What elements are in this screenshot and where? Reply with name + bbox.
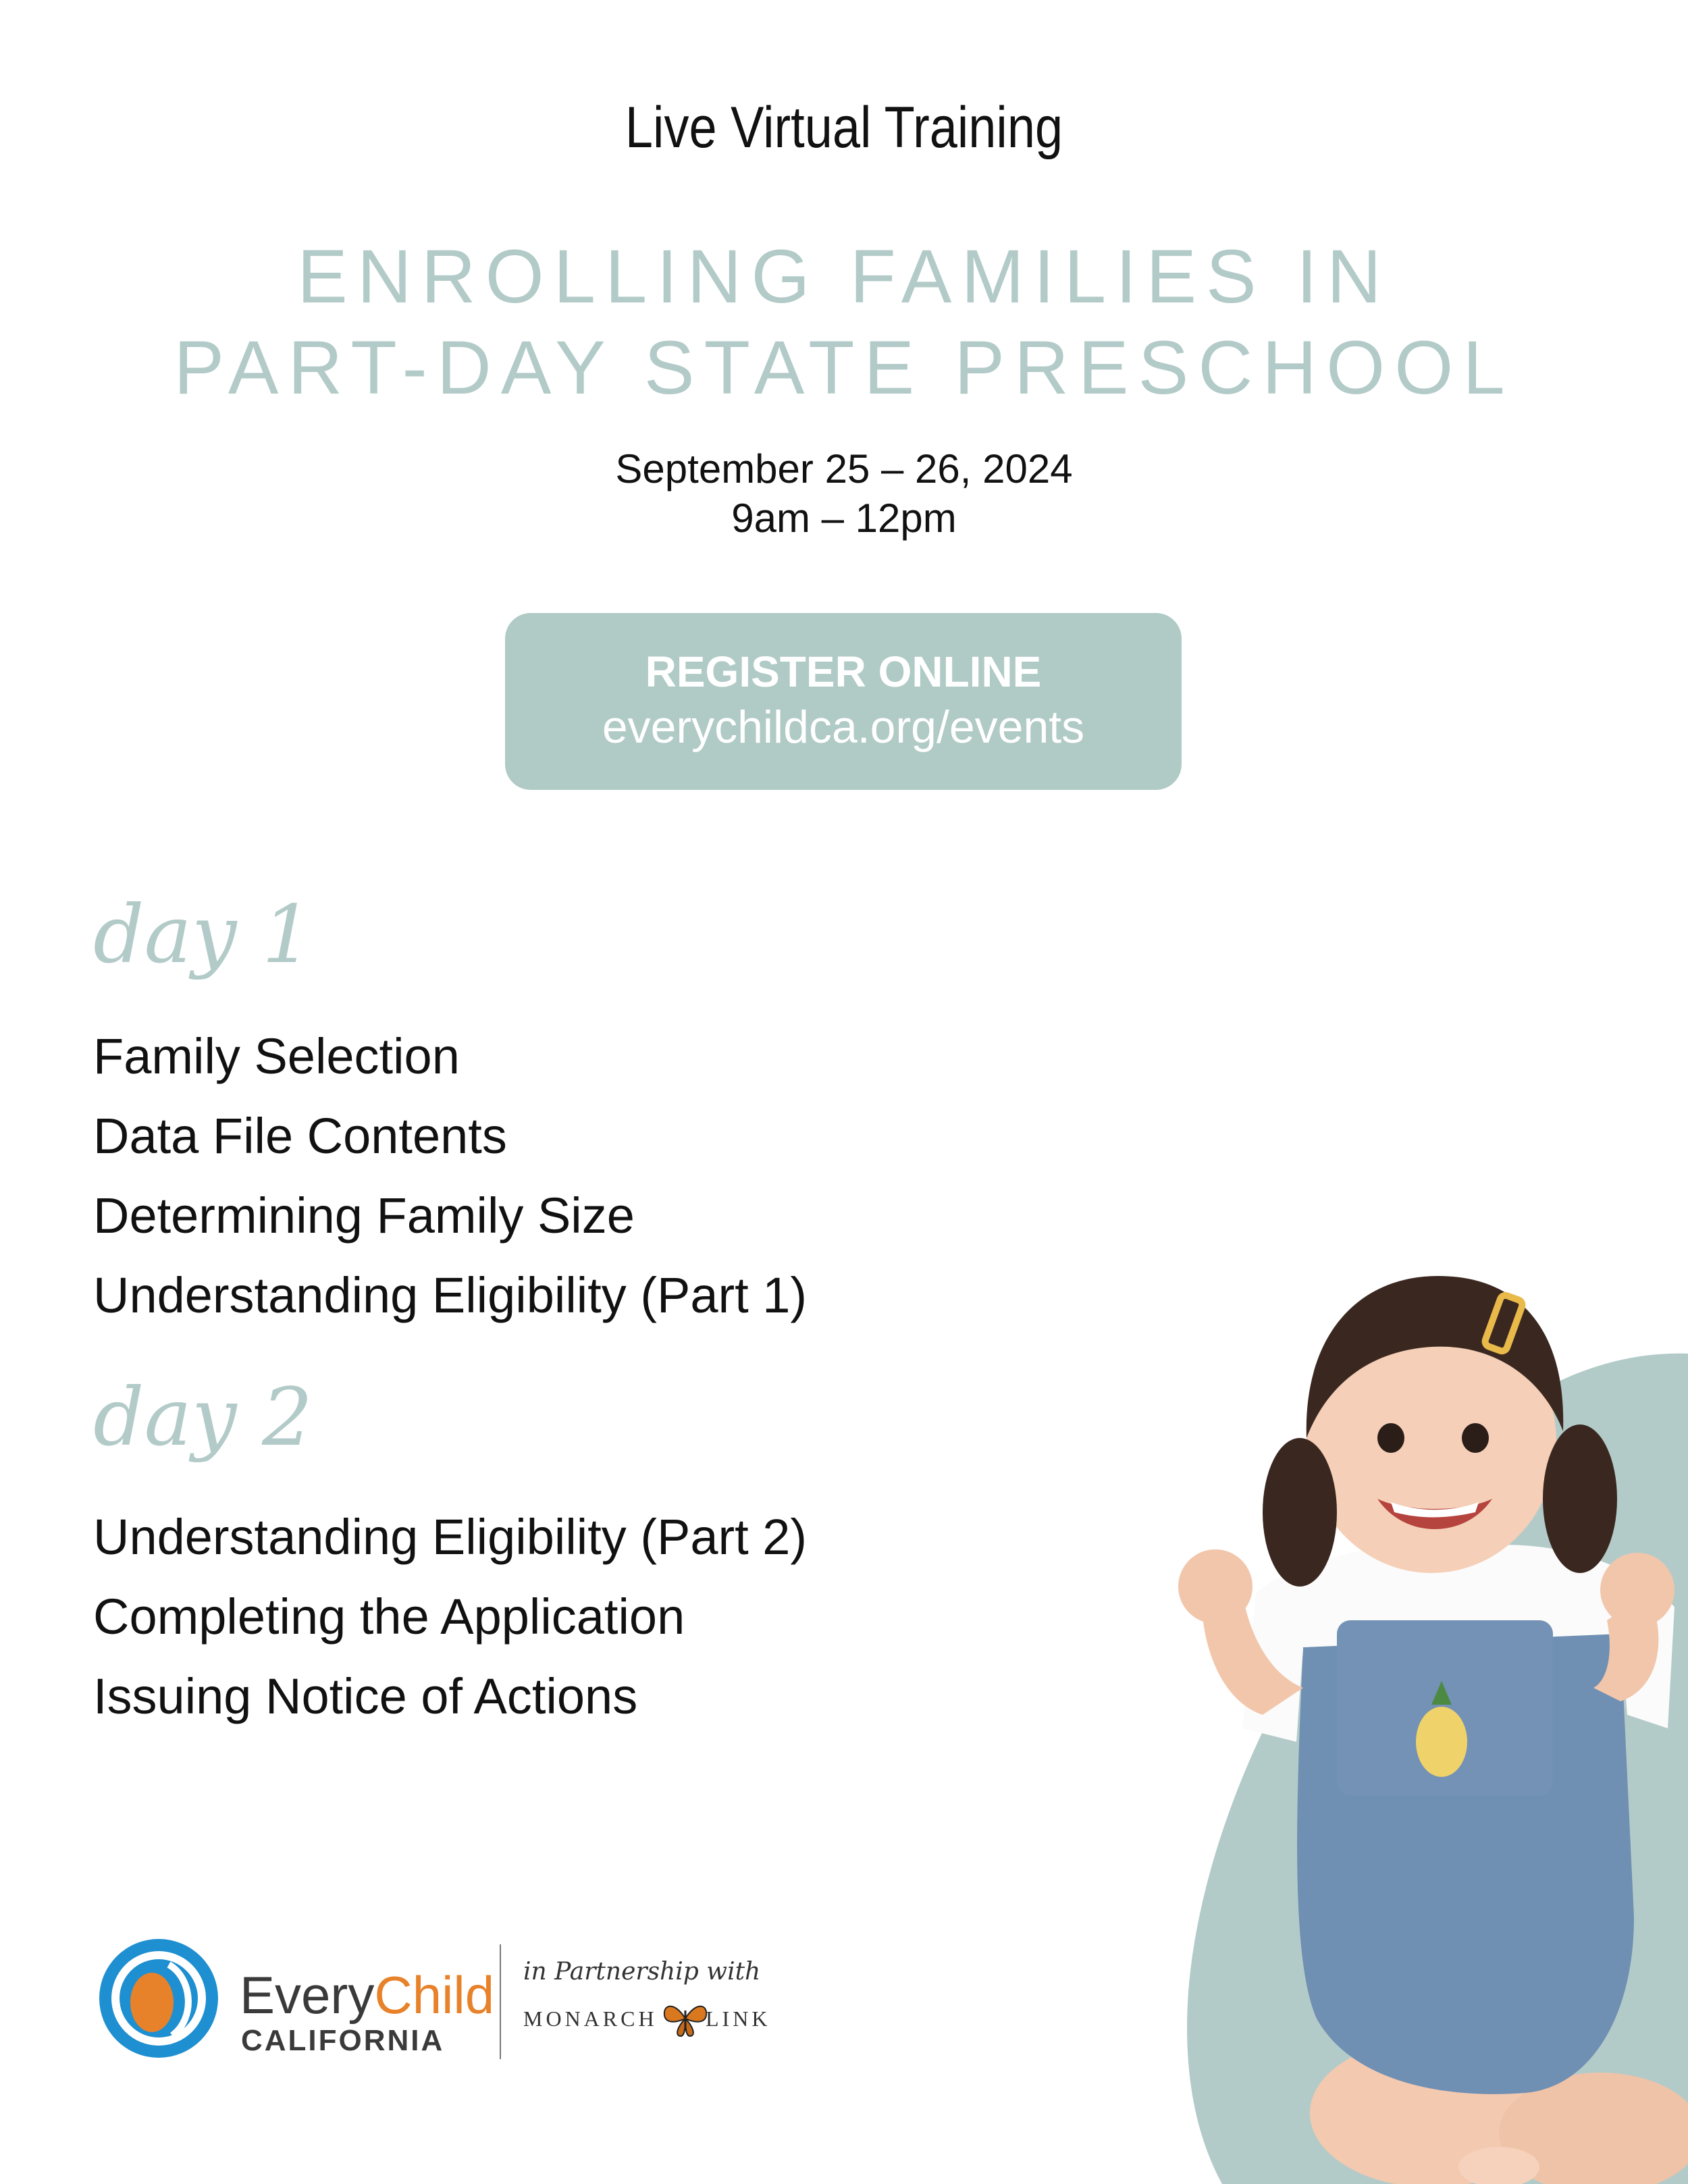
butterfly-icon: [662, 1998, 709, 2039]
day-2-heading: day 2: [93, 1370, 313, 1464]
partner-text: in Partnership with: [523, 1958, 761, 1986]
brand-state: CALIFORNIA: [241, 2024, 445, 2057]
event-time: 9am – 12pm: [731, 496, 957, 541]
partner-name-link: LINK: [706, 2006, 771, 2031]
brand-name-part-2: Child: [374, 1965, 495, 2025]
logo-divider: [500, 1944, 501, 2059]
list-item: Issuing Notice of Actions: [93, 1668, 638, 1724]
event-dates: September 25 – 26, 2024: [615, 446, 1073, 491]
list-item: Understanding Eligibility (Part 1): [93, 1267, 808, 1323]
list-item: Understanding Eligibility (Part 2): [93, 1509, 808, 1565]
list-item: Determining Family Size: [93, 1188, 635, 1244]
register-url-link[interactable]: everychildca.org/events: [602, 701, 1085, 753]
day-1-heading: day 1: [93, 888, 313, 981]
partner-name-monarch: MONARCH: [523, 2006, 658, 2031]
page-title-line-2: PART-DAY STATE PRESCHOOL: [174, 325, 1514, 410]
register-label: REGISTER ONLINE: [645, 647, 1042, 696]
footer-logos: [98, 1931, 800, 2066]
list-item: Family Selection: [93, 1028, 460, 1084]
page-title-line-1: ENROLLING FAMILIES IN: [297, 234, 1391, 319]
day-2-topic-list: [93, 1497, 807, 1736]
everychild-wordmark: [240, 1965, 494, 2026]
register-online-button[interactable]: [505, 613, 1182, 790]
child-photo: [999, 1215, 1688, 2184]
everychild-logo-icon: [98, 1938, 219, 2059]
brand-name-part-1: Every: [240, 1965, 375, 2025]
header-kicker: Live Virtual Training: [625, 95, 1063, 160]
day-1-topic-list: [93, 1017, 807, 1335]
list-item: Completing the Application: [93, 1589, 685, 1645]
list-item: Data File Contents: [93, 1108, 507, 1164]
